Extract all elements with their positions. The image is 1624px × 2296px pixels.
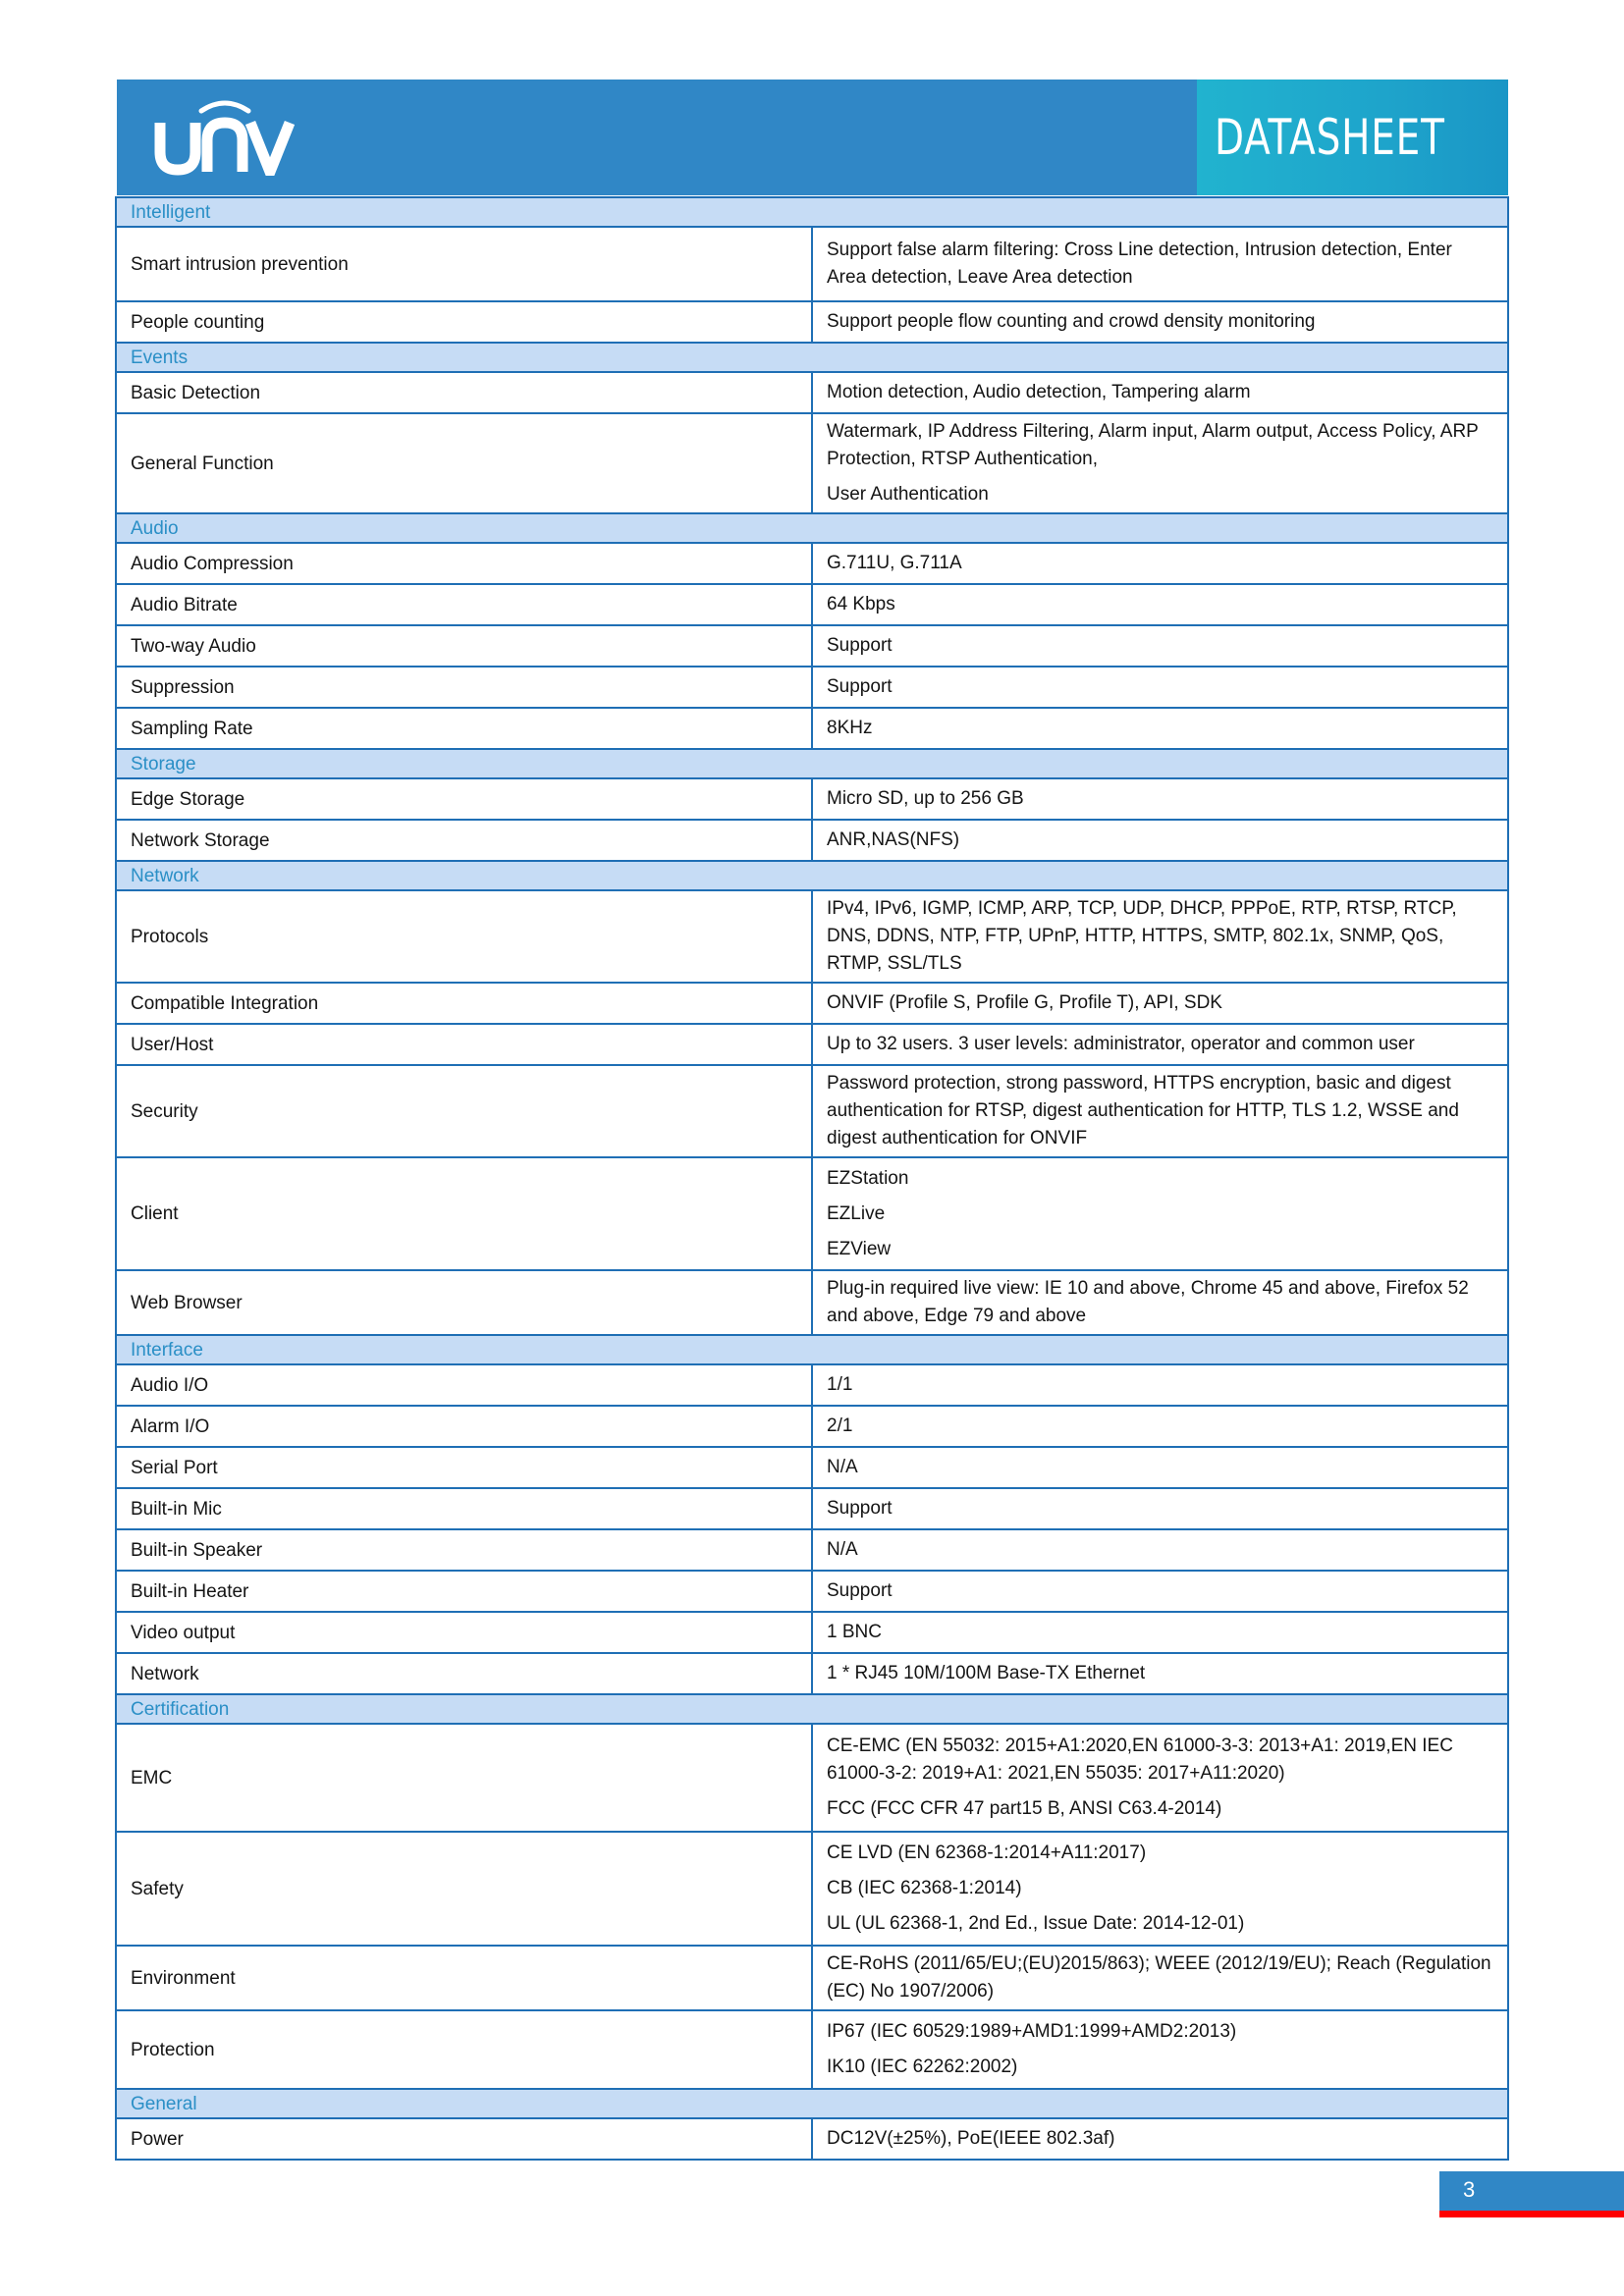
- datasheet-title: DATASHEET: [1215, 109, 1445, 166]
- spec-value: [812, 301, 1508, 343]
- spec-label: Protection: [116, 2010, 812, 2089]
- spec-value-line: IPv4, IPv6, IGMP, ICMP, ARP, TCP, UDP, DHCP, PPPoE, RTP, RTSP, RTCP, DNS, DDNS, NTP, FTP, UPnP, HTTP, HTTPS, SMTP, 802.1x, SNMP, QoS, RTMP, SSL/TLS: [827, 898, 1457, 974]
- spec-value: [812, 1946, 1508, 2010]
- datasheet-banner: [117, 80, 1508, 195]
- spec-value: [812, 1157, 1508, 1270]
- spec-label: Video output: [116, 1612, 812, 1653]
- spec-value-line: 1 BNC: [827, 1622, 882, 1642]
- spec-value: [812, 1270, 1508, 1335]
- spec-value-line: Support: [827, 676, 893, 697]
- page-number-box: [1439, 2171, 1624, 2211]
- spec-label: Alarm I/O: [116, 1406, 812, 1447]
- spec-value: [812, 1612, 1508, 1653]
- spec-row: [116, 1364, 1508, 1406]
- spec-value-line: 8KHz: [827, 718, 873, 738]
- spec-value: [812, 1406, 1508, 1447]
- spec-row: [116, 1724, 1508, 1832]
- spec-row: [116, 1832, 1508, 1946]
- spec-value-line: CE-RoHS (2011/65/EU;(EU)2015/863); WEEE (2012/19/EU); Reach (Regulation (EC) No 1907/2006): [827, 1953, 1491, 2002]
- spec-label: Built-in Speaker: [116, 1529, 812, 1571]
- spec-label: Web Browser: [116, 1270, 812, 1335]
- spec-value-line: Up to 32 users. 3 user levels: administrator, operator and common user: [827, 1034, 1415, 1054]
- spec-label: Environment: [116, 1946, 812, 2010]
- section-title: Events: [116, 343, 1508, 372]
- spec-row: [116, 778, 1508, 820]
- spec-value: [812, 708, 1508, 749]
- spec-value: [812, 890, 1508, 983]
- section-header: [116, 2089, 1508, 2118]
- spec-row: [116, 413, 1508, 513]
- spec-row: [116, 1571, 1508, 1612]
- spec-value: [812, 227, 1508, 301]
- spec-row: [116, 890, 1508, 983]
- spec-value-line: Support: [827, 1580, 893, 1601]
- spec-value-line: 1 * RJ45 10M/100M Base-TX Ethernet: [827, 1663, 1146, 1683]
- section-title: Certification: [116, 1694, 1508, 1724]
- spec-label: Two-way Audio: [116, 625, 812, 667]
- spec-row: [116, 1653, 1508, 1694]
- spec-value: [812, 1065, 1508, 1157]
- spec-value: [812, 584, 1508, 625]
- spec-row: [116, 1529, 1508, 1571]
- spec-label: Safety: [116, 1832, 812, 1946]
- spec-value-line: CE-EMC (EN 55032: 2015+A1:2020,EN 61000-3-3: 2013+A1: 2019,EN IEC 61000-3-2: 2019+A1: 2021,EN 55035: 2017+A11:2020): [827, 1735, 1453, 1784]
- spec-row: [116, 1157, 1508, 1270]
- spec-label: EMC: [116, 1724, 812, 1832]
- page-number: 3: [1463, 2177, 1476, 2202]
- spec-value: [812, 667, 1508, 708]
- spec-label: Security: [116, 1065, 812, 1157]
- spec-value-line: CB (IEC 62368-1:2014): [827, 1878, 1022, 1898]
- spec-value-line: Plug-in required live view: IE 10 and above, Chrome 45 and above, Firefox 52 and above, Edge 79 and above: [827, 1278, 1469, 1326]
- section-header: [116, 1335, 1508, 1364]
- spec-label: Basic Detection: [116, 372, 812, 413]
- spec-value: [812, 1447, 1508, 1488]
- spec-value: [812, 543, 1508, 584]
- spec-row: [116, 2118, 1508, 2160]
- spec-value-line: Password protection, strong password, HTTPS encryption, basic and digest authentication for RTSP, digest authentication for HTTP, TLS 1.2, WSSE and digest authentication for ONVIF: [827, 1073, 1459, 1148]
- spec-label: Audio Bitrate: [116, 584, 812, 625]
- spec-row: [116, 1612, 1508, 1653]
- spec-value: [812, 2010, 1508, 2089]
- spec-label: User/Host: [116, 1024, 812, 1065]
- spec-value-line: IK10 (IEC 62262:2002): [827, 2056, 1018, 2077]
- footer-accent-bar: [1439, 2211, 1624, 2217]
- spec-value-line: 1/1: [827, 1374, 853, 1395]
- spec-value-line: DC12V(±25%), PoE(IEEE 802.3af): [827, 2128, 1115, 2149]
- spec-row: [116, 301, 1508, 343]
- spec-row: [116, 1024, 1508, 1065]
- spec-row: [116, 1270, 1508, 1335]
- spec-value-line: N/A: [827, 1539, 858, 1560]
- section-title: General: [116, 2089, 1508, 2118]
- spec-label: General Function: [116, 413, 812, 513]
- spec-value-line: 2/1: [827, 1415, 853, 1436]
- spec-row: [116, 543, 1508, 584]
- section-title: Interface: [116, 1335, 1508, 1364]
- spec-value: [812, 983, 1508, 1024]
- spec-row: [116, 1065, 1508, 1157]
- spec-value-line: FCC (FCC CFR 47 part15 B, ANSI C63.4-2014): [827, 1798, 1222, 1819]
- spec-value: [812, 1571, 1508, 1612]
- spec-row: [116, 2010, 1508, 2089]
- spec-label: Serial Port: [116, 1447, 812, 1488]
- spec-label: Built-in Heater: [116, 1571, 812, 1612]
- spec-label: Suppression: [116, 667, 812, 708]
- spec-value: [812, 1488, 1508, 1529]
- spec-value-line: 64 Kbps: [827, 594, 895, 614]
- spec-label: People counting: [116, 301, 812, 343]
- section-title: Intelligent: [116, 197, 1508, 227]
- spec-row: [116, 667, 1508, 708]
- spec-table: [115, 196, 1509, 2161]
- spec-value-line: EZLive: [827, 1202, 886, 1224]
- spec-value-line: Micro SD, up to 256 GB: [827, 788, 1024, 809]
- spec-value-line: G.711U, G.711A: [827, 553, 962, 573]
- section-header: [116, 513, 1508, 543]
- section-header: [116, 197, 1508, 227]
- spec-value-line: Motion detection, Audio detection, Tampering alarm: [827, 382, 1251, 402]
- spec-value: [812, 1832, 1508, 1946]
- spec-row: [116, 820, 1508, 861]
- spec-value-line: IP67 (IEC 60529:1989+AMD1:1999+AMD2:2013): [827, 2021, 1237, 2042]
- spec-value: [812, 1364, 1508, 1406]
- spec-label: Sampling Rate: [116, 708, 812, 749]
- section-title: Storage: [116, 749, 1508, 778]
- spec-row: [116, 1447, 1508, 1488]
- spec-label: Client: [116, 1157, 812, 1270]
- spec-row: [116, 708, 1508, 749]
- spec-label: Smart intrusion prevention: [116, 227, 812, 301]
- unv-logo: [154, 97, 297, 176]
- spec-row: [116, 1488, 1508, 1529]
- spec-row: [116, 1406, 1508, 1447]
- spec-label: Built-in Mic: [116, 1488, 812, 1529]
- spec-value-line: Support: [827, 1498, 893, 1519]
- datasheet-title-box: [1197, 80, 1508, 195]
- spec-label: Audio I/O: [116, 1364, 812, 1406]
- spec-row: [116, 584, 1508, 625]
- spec-row: [116, 227, 1508, 301]
- spec-value-line: CE LVD (EN 62368-1:2014+A11:2017): [827, 1842, 1147, 1863]
- spec-value-line: Support: [827, 635, 893, 656]
- spec-label: Audio Compression: [116, 543, 812, 584]
- spec-value: [812, 2118, 1508, 2160]
- spec-label: Compatible Integration: [116, 983, 812, 1024]
- section-header: [116, 861, 1508, 890]
- spec-value: [812, 625, 1508, 667]
- spec-value-line: Support people flow counting and crowd density monitoring: [827, 311, 1316, 332]
- spec-value-line: EZStation: [827, 1167, 909, 1189]
- spec-value: [812, 1529, 1508, 1571]
- spec-value: [812, 1024, 1508, 1065]
- spec-label: Power: [116, 2118, 812, 2160]
- spec-value-line: Support false alarm filtering: Cross Line detection, Intrusion detection, Enter Area detection, Leave Area detection: [827, 240, 1452, 288]
- spec-value-line: Watermark, IP Address Filtering, Alarm input, Alarm output, Access Policy, ARP Protection, RTSP Authentication,: [827, 421, 1479, 469]
- spec-value-line: ANR,NAS(NFS): [827, 829, 960, 850]
- section-header: [116, 1694, 1508, 1724]
- spec-label: Edge Storage: [116, 778, 812, 820]
- spec-label: Network Storage: [116, 820, 812, 861]
- spec-row: [116, 625, 1508, 667]
- spec-row: [116, 983, 1508, 1024]
- spec-label: Protocols: [116, 890, 812, 983]
- spec-value-line: N/A: [827, 1457, 858, 1477]
- spec-value-line: EZView: [827, 1238, 892, 1259]
- spec-row: [116, 372, 1508, 413]
- section-title: Audio: [116, 513, 1508, 543]
- spec-value-line: ONVIF (Profile S, Profile G, Profile T), API, SDK: [827, 992, 1222, 1013]
- section-title: Network: [116, 861, 1508, 890]
- spec-value-line: UL (UL 62368-1, 2nd Ed., Issue Date: 2014-12-01): [827, 1913, 1245, 1934]
- spec-value: [812, 820, 1508, 861]
- spec-value: [812, 778, 1508, 820]
- spec-value-line: User Authentication: [827, 484, 989, 505]
- spec-value: [812, 1653, 1508, 1694]
- spec-row: [116, 1946, 1508, 2010]
- spec-value: [812, 1724, 1508, 1832]
- spec-value: [812, 372, 1508, 413]
- section-header: [116, 343, 1508, 372]
- section-header: [116, 749, 1508, 778]
- spec-value: [812, 413, 1508, 513]
- spec-label: Network: [116, 1653, 812, 1694]
